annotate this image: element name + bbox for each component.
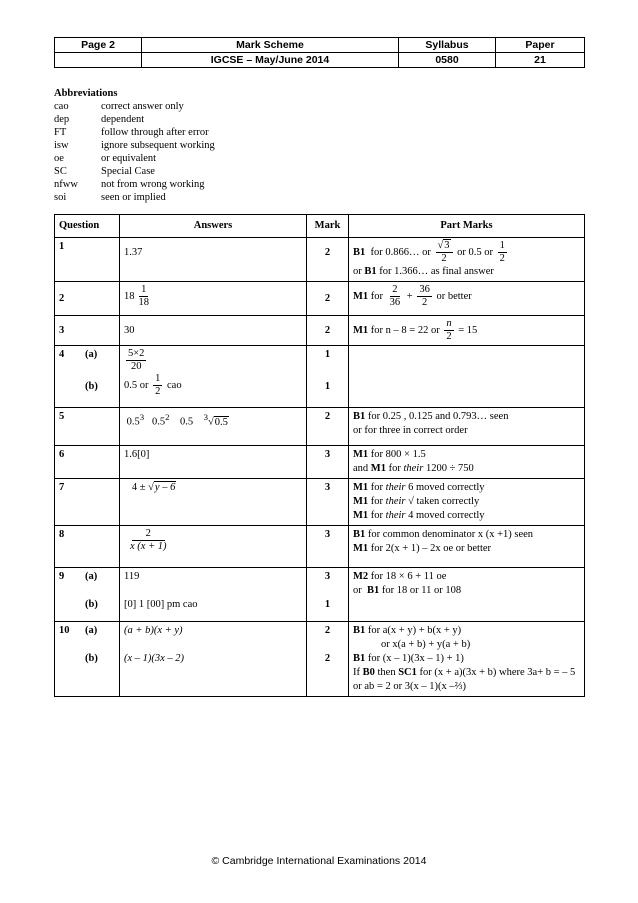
header-paper: Paper [496, 38, 585, 53]
abbreviation-meaning: not from wrong working [101, 179, 205, 190]
part-marks: B1 for 0.25 , 0.125 and 0.793… seen or for three in correct order [349, 408, 585, 446]
header-exam: IGCSE – May/June 2014 [142, 53, 399, 68]
abbreviation-key: soi [54, 192, 67, 203]
header-page: Page 2 [55, 38, 142, 53]
part-marks: M2 for 18 × 6 + 11 oe or B1 for 18 or 11 or 108 [349, 568, 585, 622]
answer: 18 $\frac{1}{18}$ [120, 282, 307, 316]
table-row [55, 446, 585, 479]
question-number: 1 [55, 238, 120, 282]
table-row [55, 282, 585, 316]
fraction: $\frac{1}{2}$ [499, 240, 505, 264]
abbreviation-key: oe [54, 153, 64, 164]
abbreviations [54, 87, 215, 204]
abbreviations-title: Abbreviations [54, 88, 118, 99]
table-row [55, 316, 585, 346]
col-question: Question [55, 215, 120, 238]
table-row [55, 622, 585, 697]
abbreviation-meaning: Special Case [101, 166, 155, 177]
abbreviation-meaning: ignore subsequent working [101, 140, 215, 151]
answer: $0.5^3$ $0.5^2$ 0.5 $^3$√0.5 [120, 408, 307, 446]
header-paper-number: 21 [496, 53, 585, 68]
question-number: 6 [55, 446, 120, 479]
table-row [55, 526, 585, 568]
question-number: 10 (a) (b) [55, 622, 120, 697]
abbreviation-key: dep [54, 114, 70, 125]
part-marks: M1 for 800 × 1.5 and M1 for their 1200 ÷ 750 [349, 446, 585, 479]
question-number: 5 [55, 408, 120, 446]
table-row [55, 408, 585, 446]
answer: (a + b)(x + y) (x – 1)(3x – 2) [120, 622, 307, 697]
abbreviation-key: cao [54, 101, 69, 112]
col-part-marks: Part Marks [349, 215, 585, 238]
mark-scheme-table [54, 214, 585, 697]
pm-text: for 0.866… or [370, 246, 431, 258]
b1-label: B1 [353, 246, 366, 258]
abbreviation-item [54, 152, 215, 165]
abbreviation-meaning: follow through after error [101, 127, 209, 138]
abbreviation-item [54, 113, 215, 126]
table-row [55, 479, 585, 526]
abbreviation-meaning: seen or implied [101, 192, 166, 203]
abbreviation-item [54, 191, 215, 204]
abbreviation-list [54, 100, 215, 204]
part-marks: M1 for $\frac{2}{36}$ + $\frac{36}{2}$ or better [349, 282, 585, 316]
part-marks: B1 for a(x + y) + b(x + y) or x(a + b) + y(a + b) B1 for (x – 1)(3x – 1) + 1) If B0 then SC1 for (x + a)(3x + b) where 3a+ b = – 5 or ab = 2 or 3(x – 1)(x –⅔) [349, 622, 585, 697]
part-marks: B1 for 0.866… or $\frac{√3}{2}$ or 0.5 or $\frac{1}{2}$ or B1 for 1.366… as final answer [349, 238, 585, 282]
abbreviation-item [54, 165, 215, 178]
abbreviation-item [54, 126, 215, 139]
question-number: 2 [55, 282, 120, 316]
mark: 3 [307, 446, 349, 479]
answer: 1.37 [120, 238, 307, 282]
mark: 2 [307, 238, 349, 282]
col-mark: Mark [307, 215, 349, 238]
mark: 3 [307, 479, 349, 526]
answer: 1.6[0] [120, 446, 307, 479]
answer: 4 ± √y – 6 [120, 479, 307, 526]
mark: 2 2 [307, 622, 349, 697]
mark: 3 [307, 526, 349, 568]
abbreviation-meaning: correct answer only [101, 101, 184, 112]
header-mark-scheme: Mark Scheme [142, 38, 399, 53]
part-marks: M1 for their 6 moved correctly M1 for their √ taken correctly M1 for their 4 moved correctly [349, 479, 585, 526]
abbreviation-meaning: dependent [101, 114, 145, 125]
answer: 30 [120, 316, 307, 346]
header-table [54, 37, 585, 68]
abbreviation-item [54, 178, 215, 191]
abbreviation-meaning: or equivalent [101, 153, 157, 164]
header-blank [55, 53, 142, 68]
answer: 119 [0] 1 [00] pm cao [120, 568, 307, 622]
abbreviation-item [54, 139, 215, 152]
answer: $\frac{5\times 2}{20}$ 0.5 or $\frac{1}{2}$ cao [120, 346, 307, 408]
question-number: 8 [55, 526, 120, 568]
mark: 2 [307, 408, 349, 446]
question-number: 7 [55, 479, 120, 526]
header-syllabus-code: 0580 [399, 53, 496, 68]
pm-text: or 0.5 or [457, 246, 494, 258]
abbreviation-key: isw [54, 140, 69, 151]
footer-copyright: © Cambridge International Examinations 2014 [211, 855, 427, 867]
abbreviation-key: SC [54, 166, 67, 177]
col-answers: Answers [120, 215, 307, 238]
mark: 2 [307, 316, 349, 346]
table-row [55, 346, 585, 408]
abbreviation-key: nfww [54, 179, 78, 190]
question-number: 4 (a) (b) [55, 346, 120, 408]
pm-text: for 1.366… as final answer [379, 266, 494, 277]
fraction: $\frac{√3}{2}$ [436, 240, 453, 265]
answer: $\frac{2}{x (x + 1)}$ [120, 526, 307, 568]
mark: 2 [307, 282, 349, 316]
part-marks: M1 for n – 8 = 22 or $\frac{n}{2}$ = 15 [349, 316, 585, 346]
mark: 1 1 [307, 346, 349, 408]
part-marks [349, 346, 585, 408]
question-number: 3 [55, 316, 120, 346]
table-row [55, 238, 585, 282]
table-row [55, 568, 585, 622]
b1-label: B1 [364, 266, 377, 277]
abbreviation-item [54, 100, 215, 113]
part-marks: B1 for common denominator x (x +1) seen M1 for 2(x + 1) – 2x oe or better [349, 526, 585, 568]
abbreviation-key: FT [54, 127, 67, 138]
mark: 3 1 [307, 568, 349, 622]
header-syllabus: Syllabus [399, 38, 496, 53]
question-number: 9 (a) (b) [55, 568, 120, 622]
table-header-row [55, 215, 585, 238]
